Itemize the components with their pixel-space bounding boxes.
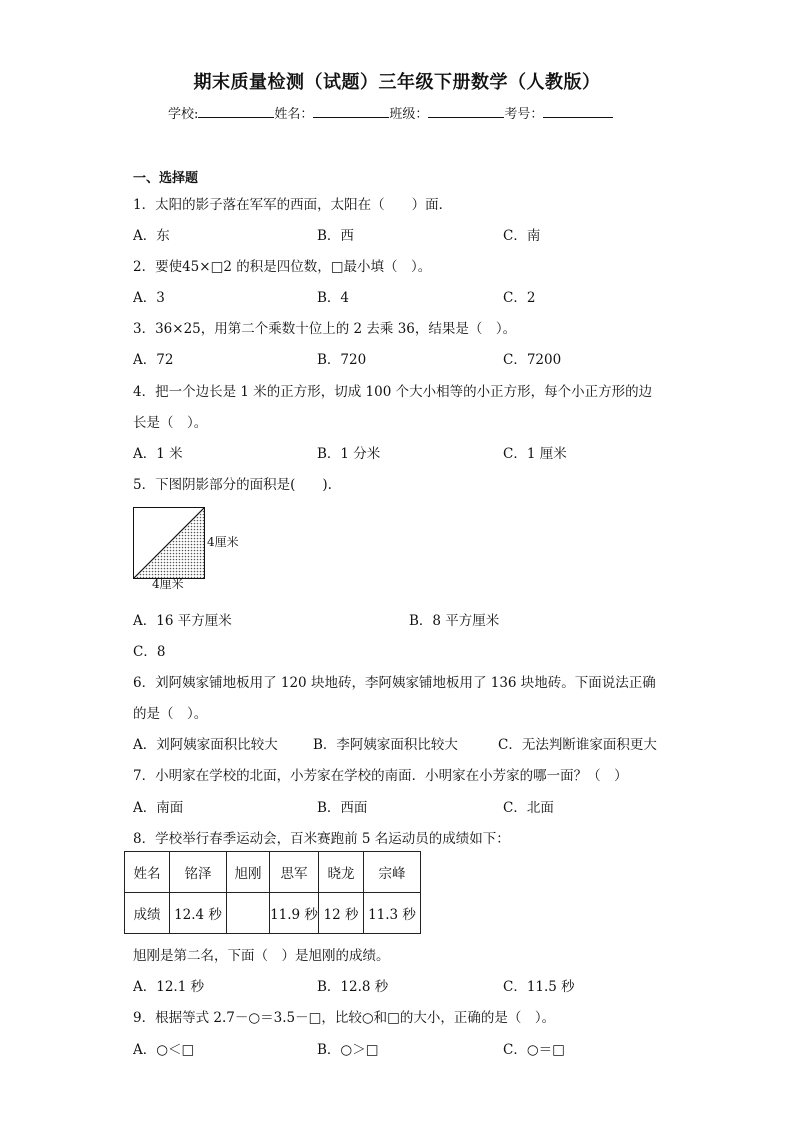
table-cell: 宗峰	[364, 852, 421, 893]
school-label: 学校:	[168, 107, 199, 122]
exam-no-blank[interactable]	[543, 105, 613, 118]
class-blank[interactable]	[428, 105, 504, 118]
page-title: 期末质量检测（试题）三年级下册数学（人教版）	[193, 72, 601, 93]
q6-option-a[interactable]: A．刘阿姨家面积比较大	[133, 737, 278, 753]
table-header-row	[125, 852, 421, 893]
class-label: 班级：	[389, 107, 429, 122]
shaded-square-figure	[133, 507, 205, 579]
table-cell: 成绩	[125, 893, 170, 934]
q6-option-c[interactable]: C．无法判断谁家面积更大	[498, 737, 657, 753]
q4-option-c[interactable]: C．1 厘米	[503, 446, 567, 462]
q4-option-b[interactable]: B．1 分米	[317, 446, 381, 462]
question-7: 7．小明家在学校的北面，小芳家在学校的南面．小明家在小芳家的哪一面？（ ）	[133, 768, 628, 784]
q2-option-c[interactable]: C．2	[503, 290, 536, 306]
question-9: 9．根据等式 2.7－○＝3.5－□，比较○和□的大小，正确的是（ ）。	[133, 1010, 556, 1026]
question-3: 3．36×25，用第二个乘数十位上的 2 去乘 36，结果是（ ）。	[133, 321, 517, 337]
q8-option-a[interactable]: A．12.1 秒	[133, 979, 205, 995]
question-8: 8．学校举行春季运动会，百米赛跑前 5 名运动员的成绩如下：	[133, 831, 510, 847]
table-cell: 旭刚	[227, 852, 270, 893]
q7-option-c[interactable]: C．北面	[503, 800, 554, 816]
q1-option-a[interactable]: A．东	[133, 228, 170, 244]
square-diagram	[133, 507, 205, 579]
question-4-line-1: 4．把一个边长是 1 米的正方形，切成 100 个大小相等的小正方形，每个小正方形的边	[133, 384, 653, 400]
q5-option-b[interactable]: B．8 平方厘米	[409, 613, 500, 629]
q9-option-b[interactable]: B．○＞□	[317, 1042, 379, 1058]
q8-option-b[interactable]: B．12.8 秒	[317, 979, 389, 995]
q3-option-a[interactable]: A．72	[133, 352, 174, 368]
table-cell: 晓龙	[319, 852, 364, 893]
table-cell-blank[interactable]	[227, 893, 270, 934]
exam-no-label: 考号：	[504, 107, 544, 122]
q3-option-c[interactable]: C．7200	[503, 352, 562, 368]
table-cell: 12 秒	[319, 893, 364, 934]
q1-option-c[interactable]: C．南	[503, 228, 541, 244]
table-row	[125, 893, 421, 934]
question-6-line-1: 6．刘阿姨家铺地板用了 120 块地砖，李阿姨家铺地板用了 136 块地砖。下面说法正确	[133, 675, 656, 691]
q5-option-a[interactable]: A．16 平方厘米	[133, 613, 232, 629]
side-length-label: 4厘米	[207, 535, 239, 549]
student-info-line	[168, 103, 613, 122]
q5-option-c[interactable]: C．8	[133, 644, 166, 660]
race-results-table	[124, 851, 421, 934]
question-4-line-2: 长是（ ）。	[133, 415, 208, 431]
table-cell: 11.3 秒	[364, 893, 421, 934]
table-cell: 12.4 秒	[170, 893, 227, 934]
question-1: 1．太阳的影子落在军军的西面，太阳在（ ）面．	[133, 197, 453, 213]
table-cell: 11.9 秒	[270, 893, 319, 934]
q7-option-b[interactable]: B．西面	[317, 800, 368, 816]
table-cell: 姓名	[125, 852, 170, 893]
bottom-length-label: 4厘米	[152, 577, 184, 591]
q3-option-b[interactable]: B．720	[317, 352, 367, 368]
q6-option-b[interactable]: B．李阿姨家面积比较大	[313, 737, 458, 753]
q4-option-a[interactable]: A．1 米	[133, 446, 183, 462]
q7-option-a[interactable]: A．南面	[133, 800, 184, 816]
q2-option-a[interactable]: A．3	[133, 290, 165, 306]
section-heading: 一、选择题	[133, 171, 199, 186]
table-cell: 铭泽	[170, 852, 227, 893]
q9-option-c[interactable]: C．○＝□	[503, 1042, 565, 1058]
question-5: 5．下图阴影部分的面积是( ).	[133, 477, 332, 493]
question-8-prompt: 旭刚是第二名，下面（ ）是旭刚的成绩。	[133, 948, 390, 964]
q9-option-a[interactable]: A．○＜□	[133, 1042, 195, 1058]
name-label: 姓名：	[274, 107, 314, 122]
question-2: 2．要使45×□2 的积是四位数，□最小填（ ）。	[133, 259, 432, 275]
school-blank[interactable]	[198, 105, 274, 118]
name-blank[interactable]	[313, 105, 389, 118]
q2-option-b[interactable]: B．4	[317, 290, 350, 306]
table-cell: 思军	[270, 852, 319, 893]
q1-option-b[interactable]: B．西	[317, 228, 354, 244]
q8-option-c[interactable]: C．11.5 秒	[503, 979, 575, 995]
question-6-line-2: 的是（ ）。	[133, 706, 208, 722]
